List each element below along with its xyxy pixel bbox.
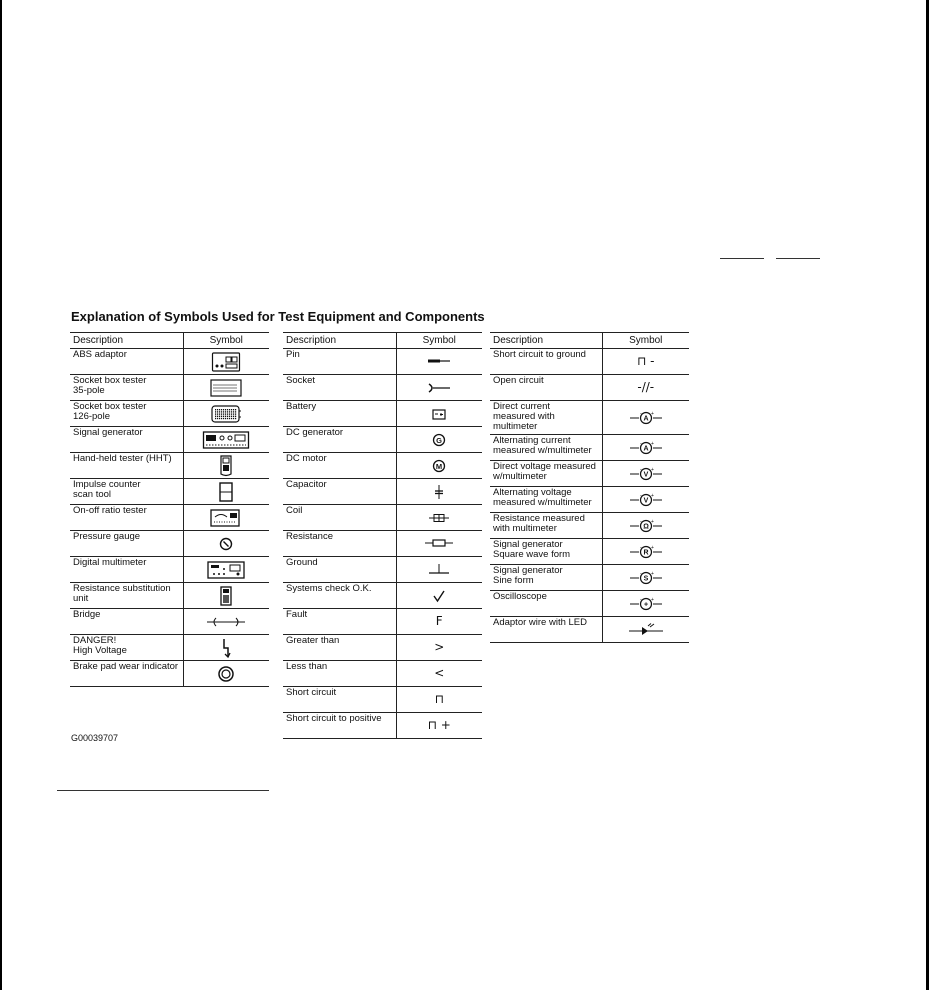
high-voltage-icon bbox=[219, 642, 233, 653]
row-description: Less than bbox=[283, 661, 396, 687]
fault-icon: F bbox=[435, 613, 443, 628]
row-symbol bbox=[396, 349, 482, 375]
table-row bbox=[70, 401, 269, 427]
svg-text:+: + bbox=[650, 596, 654, 603]
svg-text:-: - bbox=[639, 518, 642, 525]
row-description: Resistance substitution unit bbox=[70, 583, 183, 609]
brake-pad-wear-icon bbox=[215, 668, 237, 679]
table-row bbox=[70, 505, 269, 531]
table-row bbox=[70, 349, 269, 375]
row-description: Impulse counter scan tool bbox=[70, 479, 183, 505]
resistance-meter-icon bbox=[629, 520, 663, 531]
row-symbol bbox=[183, 505, 269, 531]
svg-text:+: + bbox=[650, 440, 654, 447]
symbols-table-components bbox=[283, 332, 482, 739]
table-row bbox=[283, 375, 482, 401]
row-symbol bbox=[183, 427, 269, 453]
row-symbol bbox=[396, 401, 482, 427]
row-description: Signal generator Square wave form bbox=[490, 539, 602, 565]
symbol-letter bbox=[663, 467, 664, 468]
image-code: G00039707 bbox=[71, 733, 119, 743]
capacitor-icon bbox=[433, 486, 445, 497]
socket-icon bbox=[426, 382, 452, 393]
svg-text:-: - bbox=[639, 570, 642, 577]
row-description: Direct current measured with multimeter bbox=[490, 401, 602, 435]
description-header: Description bbox=[70, 333, 183, 349]
table-row bbox=[283, 583, 482, 609]
table-row bbox=[490, 461, 689, 487]
row-symbol bbox=[183, 349, 269, 375]
row-symbol bbox=[602, 435, 689, 461]
symbols-table-equipment bbox=[70, 332, 269, 687]
row-description: Greater than bbox=[283, 635, 396, 661]
row-symbol bbox=[396, 505, 482, 531]
table-row bbox=[490, 539, 689, 565]
symbol-header: Symbol bbox=[183, 333, 269, 349]
page-right-border bbox=[926, 0, 929, 990]
row-symbol bbox=[396, 687, 482, 713]
row-description: Battery bbox=[283, 401, 396, 427]
symbol-letter bbox=[663, 493, 664, 494]
table-row bbox=[490, 401, 689, 435]
row-symbol bbox=[602, 487, 689, 513]
row-symbol bbox=[602, 401, 689, 435]
symbol-header: Symbol bbox=[396, 333, 482, 349]
row-symbol bbox=[602, 375, 689, 401]
table-row bbox=[70, 531, 269, 557]
svg-text:V: V bbox=[643, 471, 649, 479]
row-description: Resistance measured with multimeter bbox=[490, 513, 602, 539]
row-description: Socket bbox=[283, 375, 396, 401]
check-mark-icon bbox=[432, 590, 446, 601]
svg-text:-: - bbox=[639, 544, 642, 551]
row-symbol bbox=[396, 531, 482, 557]
table-row bbox=[490, 513, 689, 539]
greater-than-icon: > bbox=[434, 639, 445, 654]
svg-text:+: + bbox=[650, 492, 654, 499]
row-symbol bbox=[183, 557, 269, 583]
row-symbol bbox=[183, 401, 269, 427]
open-circuit-icon: -//- bbox=[637, 379, 655, 394]
table-row bbox=[70, 609, 269, 635]
table-row bbox=[283, 427, 482, 453]
table-row bbox=[283, 635, 482, 661]
led-adaptor-icon bbox=[628, 624, 664, 635]
table-row bbox=[490, 487, 689, 513]
table-row bbox=[490, 435, 689, 461]
table-row bbox=[70, 427, 269, 453]
table-row bbox=[70, 635, 269, 661]
svg-text:+: + bbox=[650, 570, 654, 577]
svg-text:+: + bbox=[650, 410, 654, 417]
table-row bbox=[283, 349, 482, 375]
row-description: DANGER! High Voltage bbox=[70, 635, 183, 661]
table-row bbox=[490, 617, 689, 643]
short-circuit-icon: ⊓ bbox=[434, 691, 444, 706]
svg-text:+: + bbox=[650, 466, 654, 473]
svg-text:+: + bbox=[643, 601, 648, 609]
symbol-header: Symbol bbox=[602, 333, 689, 349]
row-description: Capacitor bbox=[283, 479, 396, 505]
table-row bbox=[283, 687, 482, 713]
dc-motor-icon bbox=[432, 460, 446, 471]
svg-text:S: S bbox=[643, 575, 649, 583]
top-rule-1 bbox=[720, 258, 764, 259]
symbol-letter bbox=[663, 545, 664, 546]
on-off-ratio-tester-icon bbox=[209, 512, 243, 523]
symbol-letter bbox=[446, 459, 447, 460]
digital-multimeter-icon bbox=[206, 564, 246, 575]
row-symbol bbox=[183, 635, 269, 661]
row-symbol bbox=[183, 453, 269, 479]
row-description: Brake pad wear indicator bbox=[70, 661, 183, 687]
description-header: Description bbox=[490, 333, 602, 349]
sine-generator-icon bbox=[629, 572, 663, 583]
svg-text:A: A bbox=[643, 445, 649, 453]
table-row bbox=[283, 401, 482, 427]
row-description: Signal generator Sine form bbox=[490, 565, 602, 591]
socket-box-35-icon bbox=[209, 382, 243, 393]
row-description: Short circuit bbox=[283, 687, 396, 713]
row-symbol bbox=[396, 375, 482, 401]
table-row bbox=[283, 479, 482, 505]
svg-text:-: - bbox=[639, 410, 642, 417]
pin-icon bbox=[426, 356, 452, 367]
row-symbol bbox=[396, 583, 482, 609]
svg-text:A: A bbox=[643, 415, 649, 423]
svg-text:M: M bbox=[436, 461, 443, 471]
symbols-table-measurements bbox=[490, 332, 689, 643]
row-symbol bbox=[183, 583, 269, 609]
svg-text:-: - bbox=[639, 492, 642, 499]
resistance-substitution-icon bbox=[218, 590, 234, 601]
row-description: Adaptor wire with LED bbox=[490, 617, 602, 643]
row-description: Bridge bbox=[70, 609, 183, 635]
socket-box-126-icon bbox=[209, 408, 243, 419]
symbol-letter bbox=[663, 519, 664, 520]
row-description: Socket box tester 126-pole bbox=[70, 401, 183, 427]
row-symbol bbox=[183, 609, 269, 635]
row-symbol bbox=[602, 349, 689, 375]
row-description: ABS adaptor bbox=[70, 349, 183, 375]
row-symbol bbox=[602, 591, 689, 617]
row-description: Hand-held tester (HHT) bbox=[70, 453, 183, 479]
table-row bbox=[70, 557, 269, 583]
oscilloscope-icon bbox=[629, 598, 663, 609]
table-row bbox=[490, 349, 689, 375]
svg-text:-: - bbox=[639, 596, 642, 603]
pressure-gauge-icon bbox=[218, 538, 234, 549]
table-row bbox=[490, 565, 689, 591]
row-description: Coil bbox=[283, 505, 396, 531]
row-description: Pressure gauge bbox=[70, 531, 183, 557]
hand-held-tester-icon bbox=[218, 460, 234, 471]
svg-text:-: - bbox=[639, 440, 642, 447]
row-description: Direct voltage measured w/multimeter bbox=[490, 461, 602, 487]
table-row bbox=[70, 375, 269, 401]
page-left-border bbox=[0, 0, 2, 990]
svg-text:V: V bbox=[643, 497, 649, 505]
svg-text:+: + bbox=[650, 518, 654, 525]
row-description: Alternating current measured w/multimeter bbox=[490, 435, 602, 461]
row-symbol bbox=[396, 635, 482, 661]
row-symbol bbox=[183, 661, 269, 687]
row-description: Socket box tester 35-pole bbox=[70, 375, 183, 401]
resistance-icon bbox=[424, 538, 454, 549]
row-symbol bbox=[183, 479, 269, 505]
table-row bbox=[490, 375, 689, 401]
bottom-rule bbox=[57, 790, 269, 791]
table-row bbox=[283, 453, 482, 479]
row-description: Systems check O.K. bbox=[283, 583, 396, 609]
table-row bbox=[283, 505, 482, 531]
table-row bbox=[283, 609, 482, 635]
ground-icon bbox=[427, 564, 451, 575]
short-to-ground-icon: ⊓ - bbox=[636, 353, 655, 368]
row-description: DC generator bbox=[283, 427, 396, 453]
table-row bbox=[283, 713, 482, 739]
row-description: DC motor bbox=[283, 453, 396, 479]
row-description: Alternating voltage measured w/multimeter bbox=[490, 487, 602, 513]
row-description: Short circuit to ground bbox=[490, 349, 602, 375]
less-than-icon: < bbox=[434, 665, 445, 680]
row-description: Ground bbox=[283, 557, 396, 583]
description-header: Description bbox=[283, 333, 396, 349]
row-description: Open circuit bbox=[490, 375, 602, 401]
table-row bbox=[70, 453, 269, 479]
svg-text:+: + bbox=[650, 544, 654, 551]
ac-voltage-meter-icon bbox=[629, 494, 663, 505]
dc-generator-icon bbox=[432, 434, 446, 445]
ac-current-meter-icon bbox=[629, 442, 663, 453]
row-description: Resistance bbox=[283, 531, 396, 557]
row-description: On-off ratio tester bbox=[70, 505, 183, 531]
symbol-letter bbox=[446, 433, 447, 434]
symbol-letter bbox=[663, 411, 664, 412]
battery-icon bbox=[431, 408, 447, 419]
svg-text:G: G bbox=[436, 435, 443, 445]
row-description: Fault bbox=[283, 609, 396, 635]
short-to-positive-icon: ⊓ + bbox=[427, 717, 451, 732]
row-symbol bbox=[396, 557, 482, 583]
row-symbol bbox=[602, 461, 689, 487]
table-row bbox=[283, 661, 482, 687]
coil-icon bbox=[428, 512, 450, 523]
table-row bbox=[490, 591, 689, 617]
row-symbol bbox=[602, 539, 689, 565]
row-symbol bbox=[396, 479, 482, 505]
table-row bbox=[70, 583, 269, 609]
symbol-letter bbox=[663, 597, 664, 598]
table-row bbox=[70, 479, 269, 505]
page-title: Explanation of Symbols Used for Test Equipment and Components bbox=[71, 309, 485, 324]
row-symbol bbox=[602, 565, 689, 591]
impulse-counter-icon bbox=[218, 486, 234, 497]
row-symbol bbox=[396, 661, 482, 687]
row-description: Oscilloscope bbox=[490, 591, 602, 617]
svg-text:-: - bbox=[639, 466, 642, 473]
top-rule-2 bbox=[776, 258, 820, 259]
row-description: Pin bbox=[283, 349, 396, 375]
dc-voltage-meter-icon bbox=[629, 468, 663, 479]
row-symbol bbox=[183, 375, 269, 401]
row-symbol bbox=[602, 513, 689, 539]
square-wave-generator-icon bbox=[629, 546, 663, 557]
row-symbol bbox=[396, 453, 482, 479]
row-symbol bbox=[396, 713, 482, 739]
row-symbol bbox=[183, 531, 269, 557]
row-description: Signal generator bbox=[70, 427, 183, 453]
row-description: Digital multimeter bbox=[70, 557, 183, 583]
svg-text:Ω: Ω bbox=[642, 523, 649, 531]
signal-generator-device-icon bbox=[202, 434, 250, 445]
dc-current-meter-icon bbox=[629, 412, 663, 423]
svg-text:R: R bbox=[643, 549, 649, 557]
bridge-icon bbox=[206, 616, 246, 627]
abs-adaptor-icon bbox=[211, 356, 241, 367]
row-symbol bbox=[396, 427, 482, 453]
table-row bbox=[283, 531, 482, 557]
symbol-letter bbox=[663, 571, 664, 572]
table-row bbox=[283, 557, 482, 583]
row-description: Short circuit to positive bbox=[283, 713, 396, 739]
table-row bbox=[70, 661, 269, 687]
row-symbol bbox=[396, 609, 482, 635]
symbol-letter bbox=[663, 441, 664, 442]
row-symbol bbox=[602, 617, 689, 643]
